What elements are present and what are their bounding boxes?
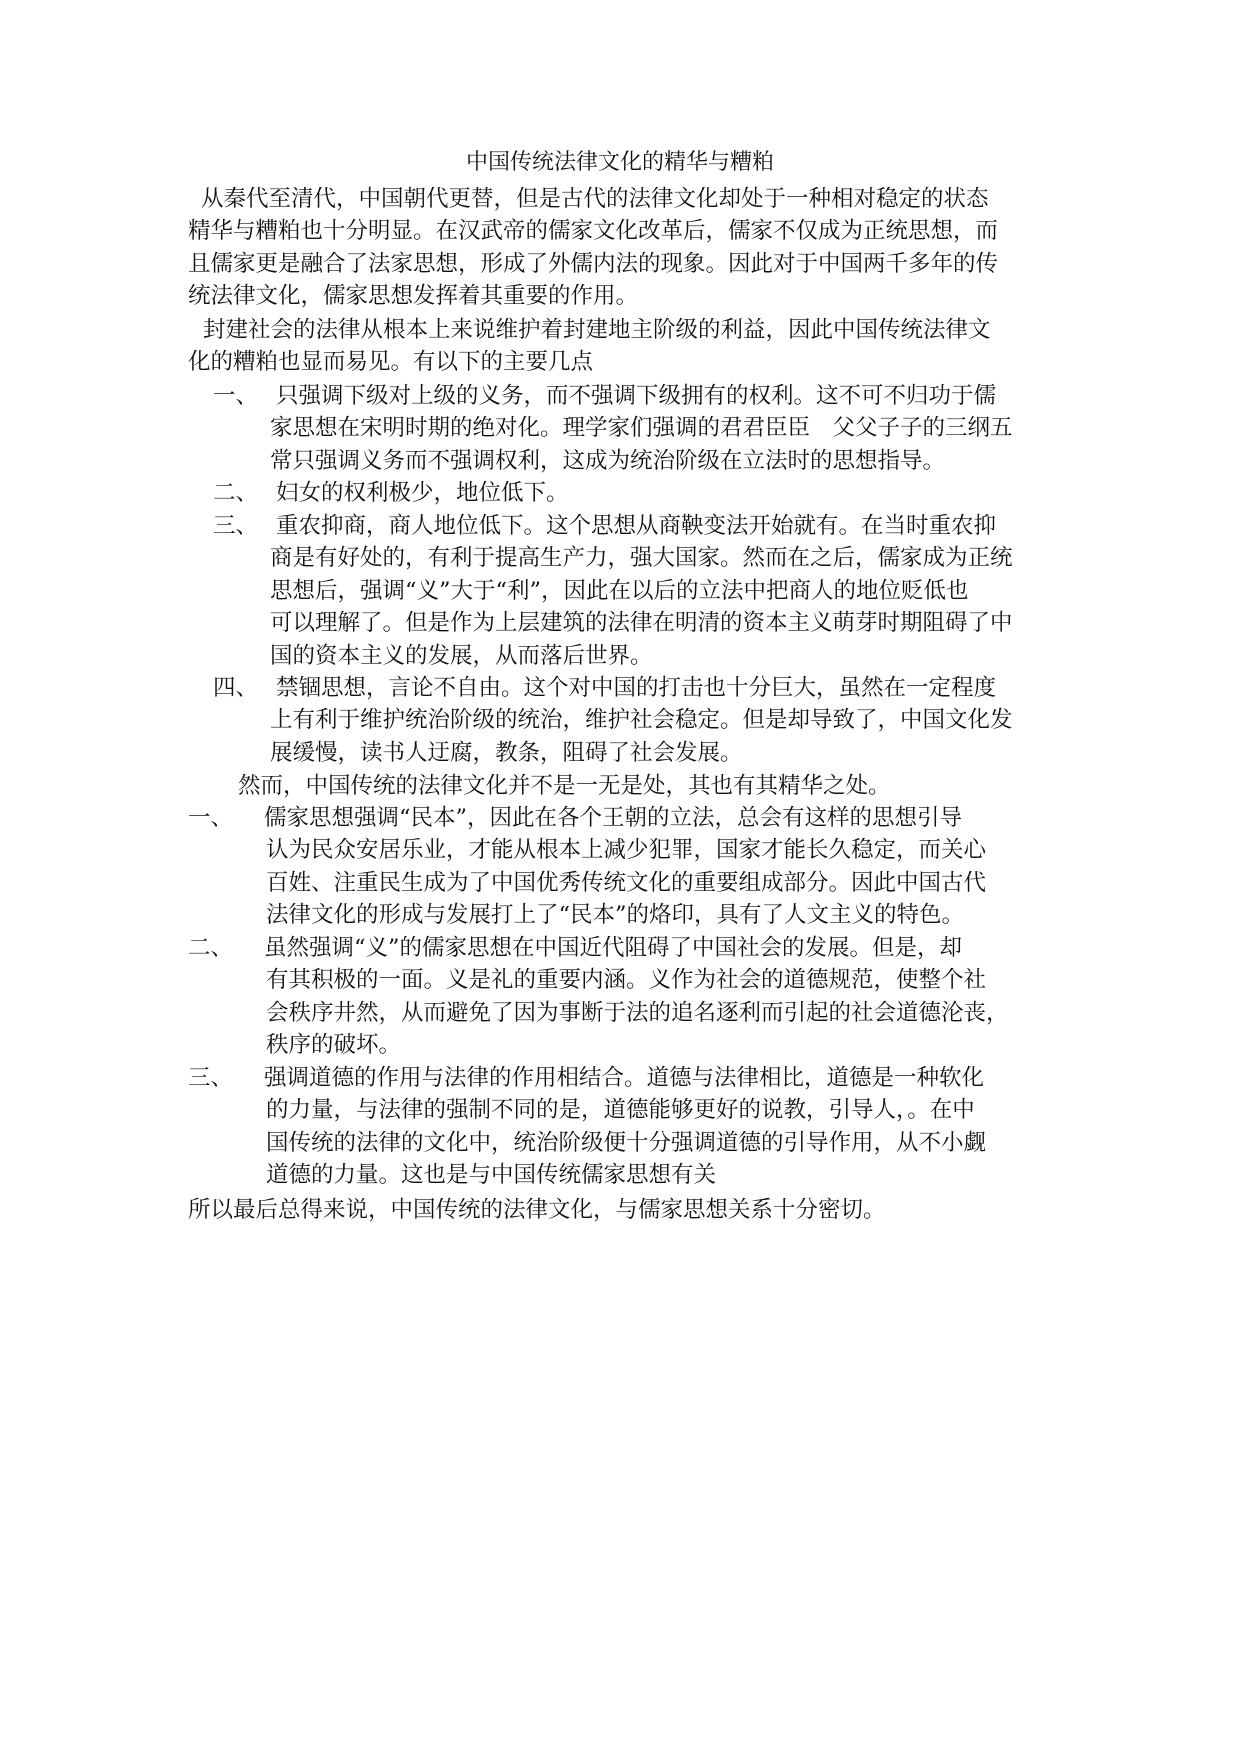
list-item-line: 重农抑商，商人地位低下。这个思想从商鞅变法开始就有。在当时重农抑 [276, 513, 997, 539]
essence-list-item [188, 932, 1068, 1064]
list-item-text [264, 932, 1009, 1062]
list-item-text [259, 477, 569, 509]
list-item-text [259, 510, 1013, 672]
list-item-line: 可以理解了。但是作为上层建筑的法律在明清的资本主义萌芽时期阻碍了中 [270, 610, 1013, 637]
intro-line: 统法律文化，儒家思想发挥着其重要的作用。 [188, 283, 639, 310]
list-item-line: 国传统的法律的文化中，统治阶级便十分强调道德的引导作用，从不小觑 [266, 1129, 987, 1156]
list-number: 四、 [213, 675, 259, 701]
list-number: 一、 [188, 805, 234, 831]
list-item-line: 有其积极的一面。义是礼的重要内涵。义作为社会的道德规范，使整个社 [266, 967, 987, 994]
conclusion-line: 所以最后总得来说，中国传统的法律文化，与儒家思想关系十分密切。 [188, 1197, 886, 1223]
intro-line: 精华与糟粕也十分明显。在汉武帝的儒家文化改革后，儒家不仅成为正统思想，而 [188, 218, 999, 245]
list-number: 一、 [213, 383, 259, 409]
dross-list-item [213, 380, 1073, 480]
dross-list-item [213, 510, 1073, 675]
dross-list-item [213, 672, 1073, 772]
conclusion-paragraph [188, 1194, 886, 1226]
list-item-line: 秩序的破坏。 [266, 1032, 402, 1059]
list-item-line: 禁锢思想，言论不自由。这个对中国的打击也十分巨大，虽然在一定程度 [276, 675, 997, 701]
list-number: 二、 [188, 935, 234, 961]
list-item-line: 虽然强调“义”的儒家思想在中国近代阻碍了中国社会的发展。但是，却 [264, 935, 963, 961]
list-number: 三、 [188, 1065, 234, 1091]
list-item-line: 百姓、注重民生成为了中国优秀传统文化的重要组成部分。因此中国古代 [266, 869, 987, 896]
essence-list-item [188, 802, 1068, 934]
list-item-line: 只强调下级对上级的义务，而不强调下级拥有的权利。这不可不归功于儒 [276, 383, 997, 409]
list-item-line: 家思想在宋明时期的绝对化。理学家们强调的君君臣臣 父父子子的三纲五 [270, 415, 1013, 442]
intro-paragraph [188, 183, 998, 313]
intro-line: 从秦代至清代，中国朝代更替，但是古代的法律文化却处于一种相对稳定的状态 [201, 186, 989, 212]
list-item-line: 会秩序井然，从而避免了因为事断于法的追名逐利而引起的社会道德沦丧， [266, 999, 1009, 1026]
list-item-line: 的力量，与法律的强制不同的是，道德能够更好的说教，引导人，。在中 [266, 1097, 975, 1124]
list-item-line: 商是有好处的，有利于提高生产力，强大国家。然而在之后，儒家成为正统 [270, 545, 1013, 572]
list-item-line: 常只强调义务而不强调权利，这成为统治阶级在立法时的思想指导。 [270, 447, 946, 474]
list-number: 二、 [213, 480, 259, 506]
list-number: 三、 [213, 513, 259, 539]
list-item-text [264, 802, 986, 932]
list-item-line: 上有利于维护统治阶级的统治，维护社会稳定。但是却导致了，中国文化发 [270, 707, 1013, 734]
intro-line: 且儒家更是融合了法家思想，形成了外儒内法的现象。因此对于中国两千多年的传 [188, 250, 999, 277]
list-item-line: 道德的力量。这也是与中国传统儒家思想有关 [266, 1162, 717, 1189]
dross-intro-line: 化的糟粕也显而易见。有以下的主要几点 [188, 349, 594, 376]
list-item-line: 思想后，强调“义”大于“利”，因此在以后的立法中把商人的地位贬低也 [270, 577, 969, 604]
list-item-line: 强调道德的作用与法律的作用相结合。道德与法律相比，道德是一种软化 [264, 1065, 985, 1091]
list-item-line: 法律文化的形成与发展打上了“民本”的烙印，具有了人文主义的特色。 [266, 902, 965, 929]
list-item-text [259, 380, 1013, 477]
list-item-line: 认为民众安居乐业，才能从根本上减少犯罪，国家才能长久稳定，而关心 [266, 837, 987, 864]
essence-list-item [188, 1062, 1068, 1194]
list-item-text [259, 672, 1013, 769]
dross-intro-line: 封建社会的法律从根本上来说维护着封建地主阶级的利益，因此中国传统法律文 [203, 317, 991, 343]
dross-list-item [213, 477, 1073, 510]
list-item-line: 妇女的权利极少，地位低下。 [276, 480, 569, 506]
dross-intro-paragraph [188, 314, 991, 379]
list-item-line: 国的资本主义的发展，从而落后世界。 [270, 642, 653, 669]
essence-intro-paragraph [238, 770, 891, 802]
list-item-text [264, 1062, 986, 1192]
list-item-line: 儒家思想强调“民本”，因此在各个王朝的立法，总会有这样的思想引导 [264, 805, 963, 831]
document-title: 中国传统法律文化的精华与糟粕 [465, 150, 774, 175]
essence-intro-line: 然而，中国传统的法律文化并不是一无是处，其也有其精华之处。 [238, 773, 891, 799]
list-item-line: 展缓慢，读书人迂腐，教条，阻碍了社会发展。 [270, 739, 743, 766]
